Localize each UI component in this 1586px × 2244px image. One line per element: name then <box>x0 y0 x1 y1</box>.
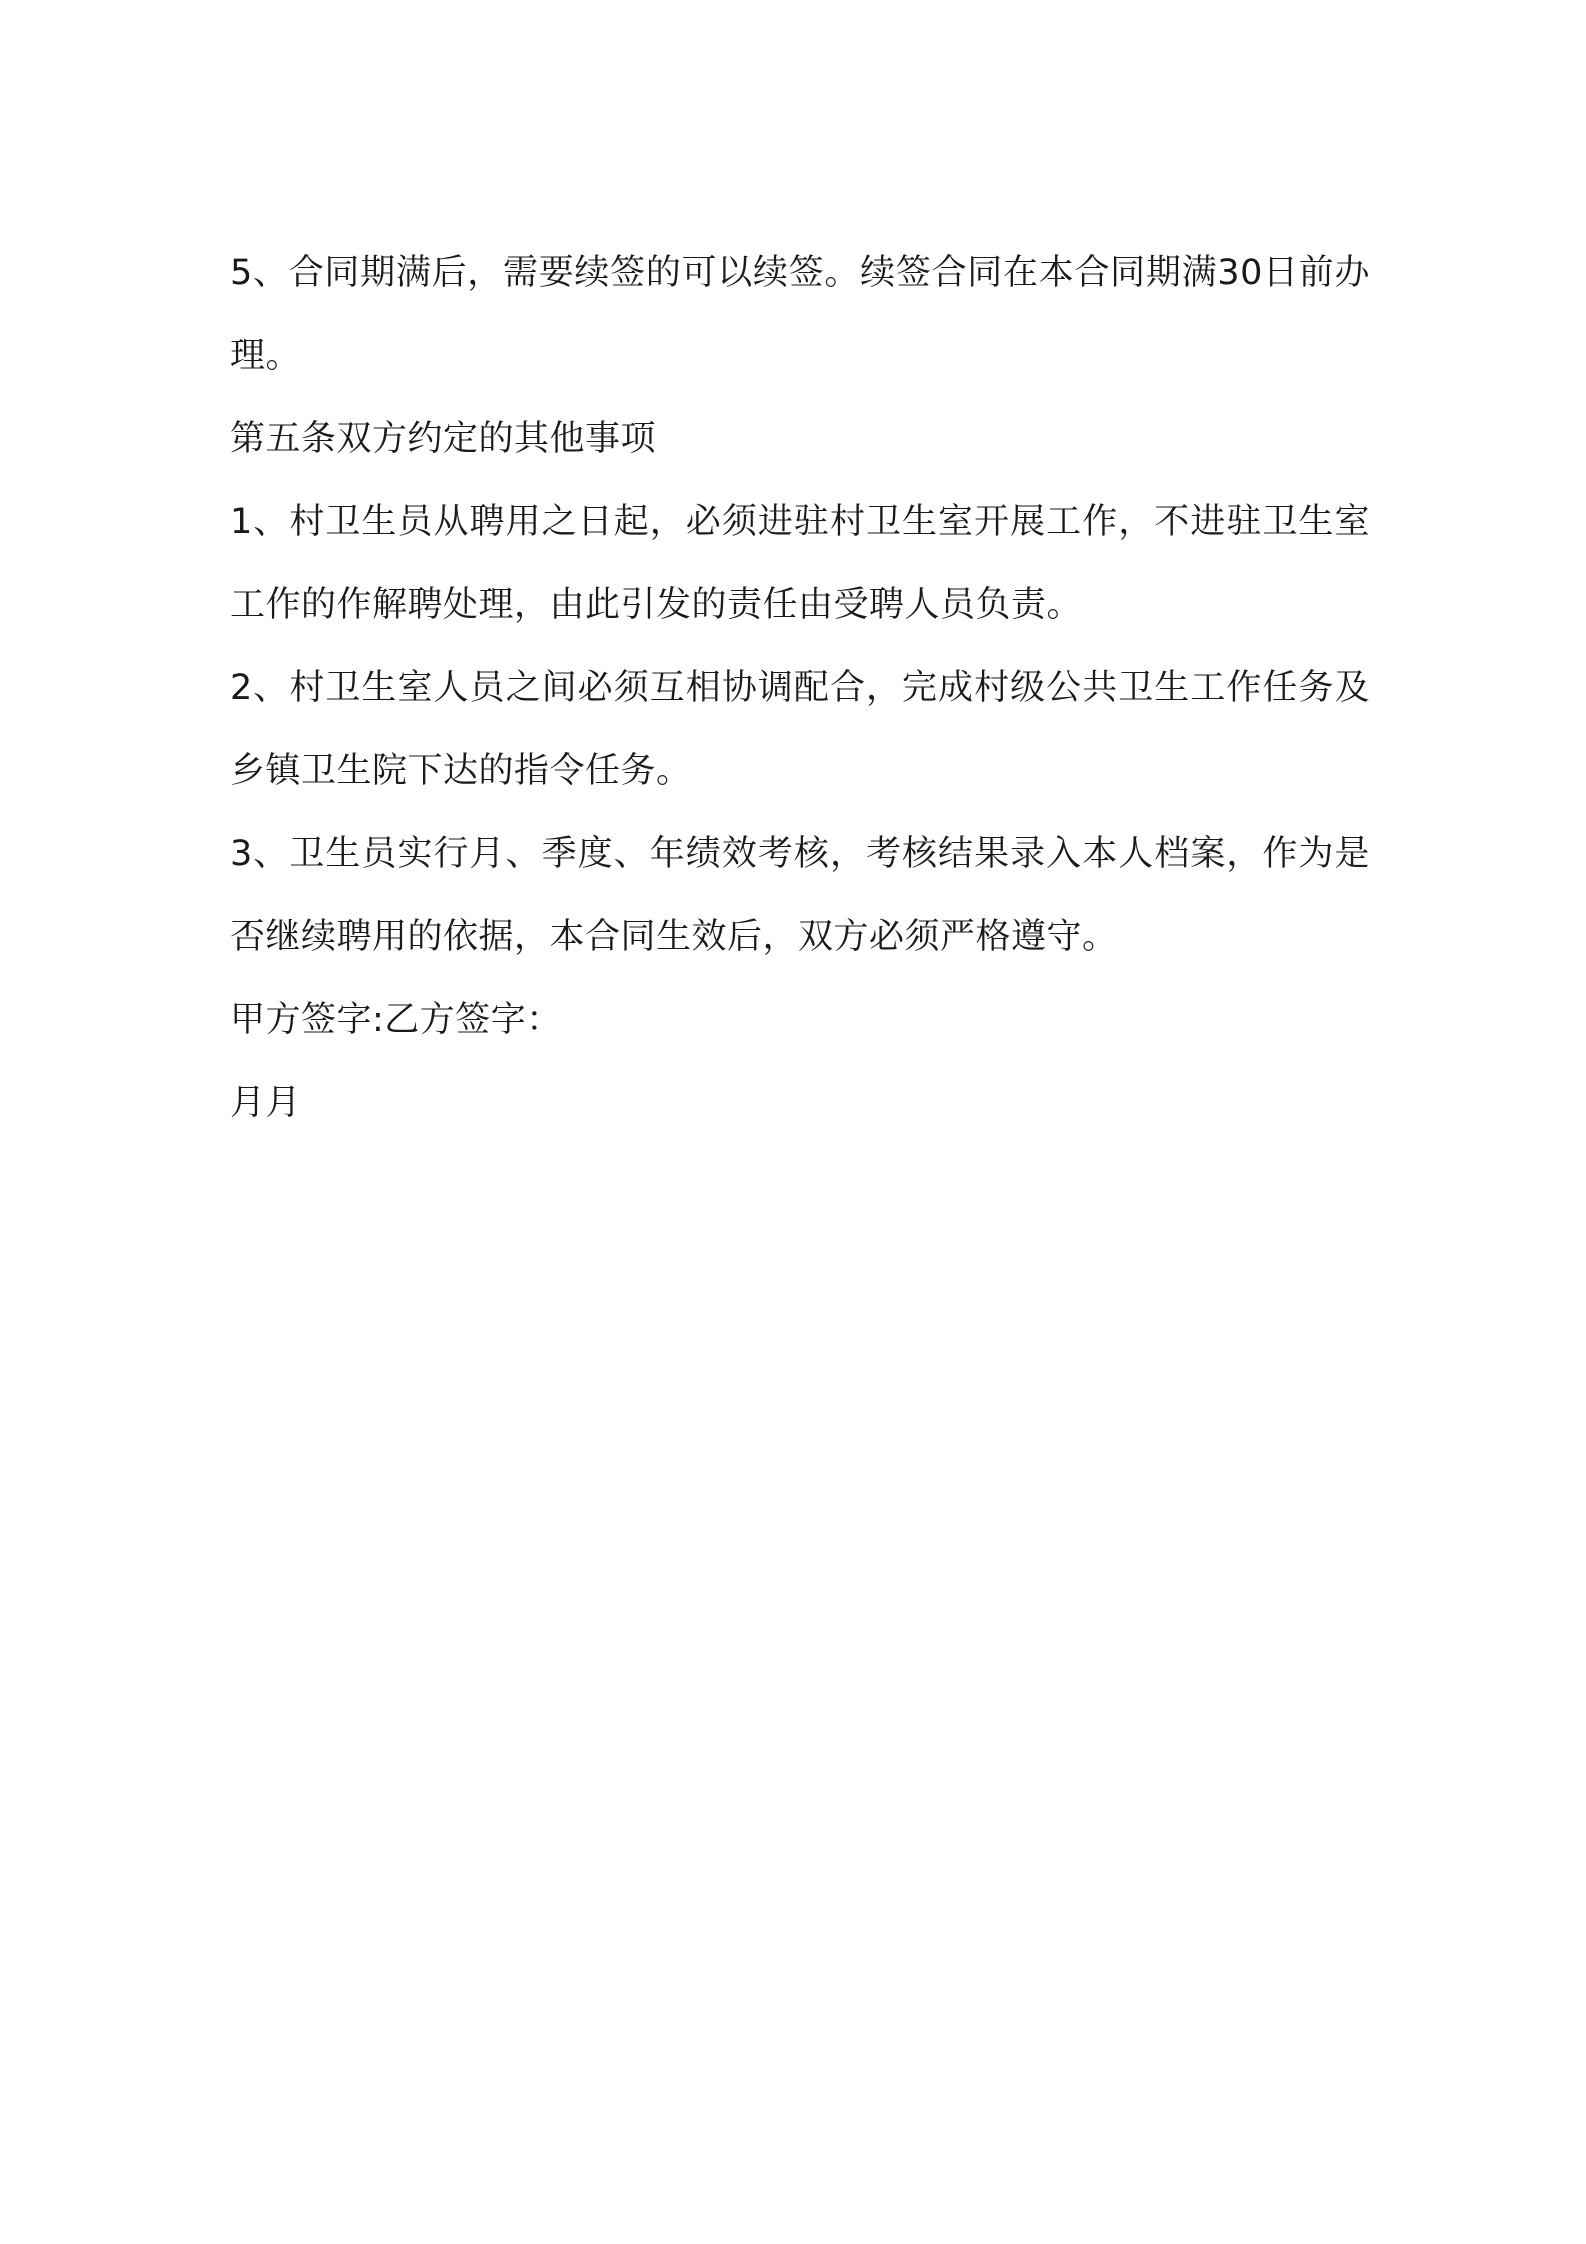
item-3-text: 3、卫生员实行月、季度、年绩效考核，考核结果录入本人档案，作为是否继续聘用的依据，本合同生效后，双方必须严格遵守。 <box>230 834 1370 957</box>
document-body <box>230 232 1370 1145</box>
item-2-text: 2、村卫生室人员之间必须互相协调配合，完成村级公共卫生工作任务及乡镇卫生院下达的指令任务。 <box>230 668 1370 791</box>
item-1-text: 1、村卫生员从聘用之日起，必须进驻村卫生室开展工作，不进驻卫生室工作的作解聘处理，由此引发的责任由受聘人员负责。 <box>230 502 1370 625</box>
article-5-heading: 第五条双方约定的其他事项 <box>230 419 657 459</box>
clause-5-renewal: 5、合同期满后，需要续签的可以续签。续签合同在本合同期满30日前办理。 <box>230 253 1370 376</box>
date-line: 月月 <box>230 1083 302 1123</box>
signature-line: 甲方签字:乙方签字： <box>230 1000 562 1040</box>
